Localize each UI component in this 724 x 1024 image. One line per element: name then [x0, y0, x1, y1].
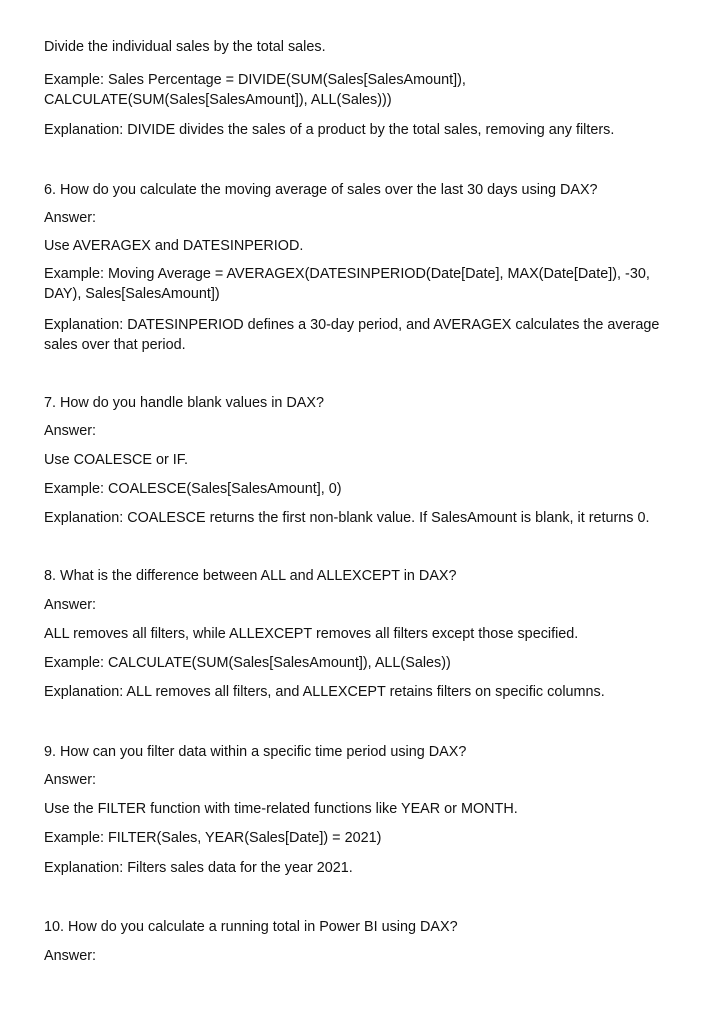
- q8-explanation: Explanation: ALL removes all filters, and ALLEXCEPT retains filters on specific columns.: [44, 684, 605, 700]
- q8-answer-label: Answer:: [44, 597, 96, 613]
- q8-answer: ALL removes all filters, while ALLEXCEPT removes all filters except those specified.: [44, 626, 579, 642]
- q6-answer-label: Answer:: [44, 210, 96, 226]
- q5-example-cont: CALCULATE(SUM(Sales[SalesAmount]), ALL(Sales))): [44, 92, 392, 108]
- q9-answer-label: Answer:: [44, 772, 96, 788]
- q7-example: Example: COALESCE(Sales[SalesAmount], 0): [44, 481, 342, 497]
- q9-example: Example: FILTER(Sales, YEAR(Sales[Date]) = 2021): [44, 830, 382, 846]
- q6-example-cont: DAY), Sales[SalesAmount]): [44, 286, 220, 302]
- q8-question: 8. What is the difference between ALL and ALLEXCEPT in DAX?: [44, 568, 457, 584]
- q5-example: Example: Sales Percentage = DIVIDE(SUM(Sales[SalesAmount]),: [44, 72, 466, 88]
- q10-question: 10. How do you calculate a running total in Power BI using DAX?: [44, 919, 458, 935]
- q5-explanation: Explanation: DIVIDE divides the sales of a product by the total sales, removing any filters.: [44, 122, 615, 138]
- q7-answer-label: Answer:: [44, 423, 96, 439]
- q6-question: 6. How do you calculate the moving average of sales over the last 30 days using DAX?: [44, 182, 598, 198]
- q6-explanation-cont: sales over that period.: [44, 337, 186, 353]
- q8-example: Example: CALCULATE(SUM(Sales[SalesAmount]), ALL(Sales)): [44, 655, 451, 671]
- q7-question: 7. How do you handle blank values in DAX?: [44, 395, 324, 411]
- q7-explanation: Explanation: COALESCE returns the first non-blank value. If SalesAmount is blank, it returns 0.: [44, 510, 650, 526]
- q6-answer: Use AVERAGEX and DATESINPERIOD.: [44, 238, 304, 254]
- q6-example: Example: Moving Average = AVERAGEX(DATESINPERIOD(Date[Date], MAX(Date[Date]), -30,: [44, 266, 650, 282]
- q9-explanation: Explanation: Filters sales data for the year 2021.: [44, 860, 353, 876]
- q9-answer: Use the FILTER function with time-related functions like YEAR or MONTH.: [44, 801, 518, 817]
- q7-answer: Use COALESCE or IF.: [44, 452, 188, 468]
- q6-explanation: Explanation: DATESINPERIOD defines a 30-day period, and AVERAGEX calculates the average: [44, 317, 660, 333]
- q5-answer: Divide the individual sales by the total sales.: [44, 39, 326, 55]
- q10-answer-label: Answer:: [44, 948, 96, 964]
- q9-question: 9. How can you filter data within a specific time period using DAX?: [44, 744, 467, 760]
